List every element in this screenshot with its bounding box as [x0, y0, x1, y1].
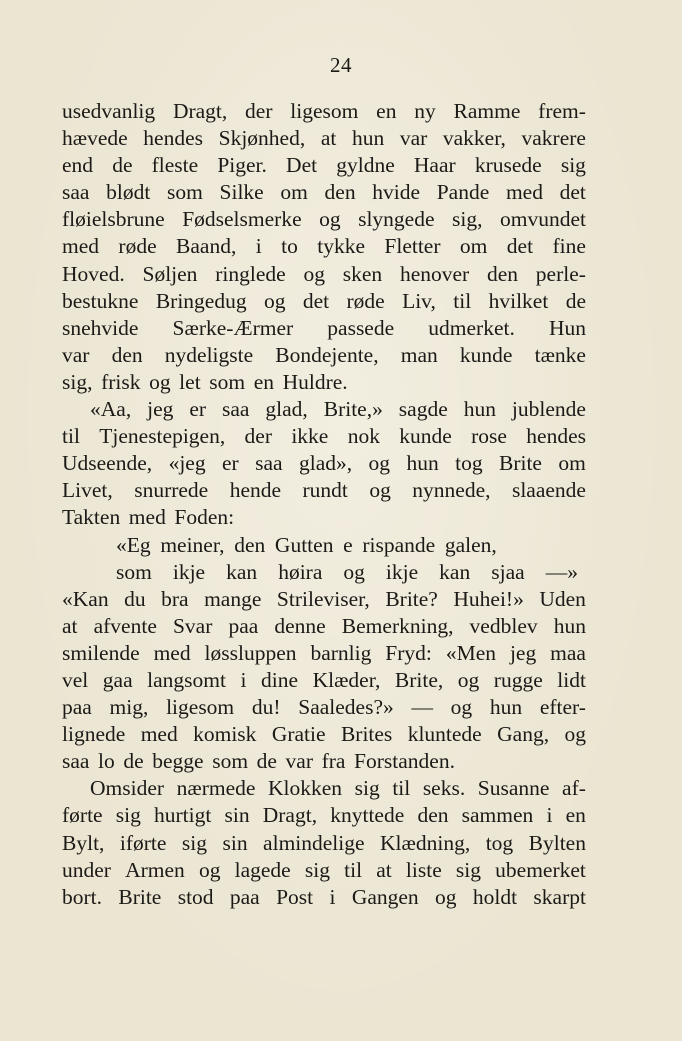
text-line: lignede med komisk Gratie Brites kluntede Gang, og	[62, 722, 586, 747]
text-line: sig, frisk og let som en Huldre.	[62, 369, 348, 394]
text-line: som ikje kan høira og ikje kan sjaa —»	[116, 559, 578, 584]
text-line: saa blødt som Silke om den hvide Pande med det	[62, 180, 586, 205]
page-number: 24	[330, 53, 352, 77]
text-line: at afvente Svar paa denne Bemerkning, vedblev hun	[62, 613, 586, 638]
text-line: «Eg meiner, den Gutten e rispande galen,	[116, 532, 497, 557]
text-line: Udseende, «jeg er saa glad», og hun tog Brite om	[62, 451, 586, 476]
text-line: til Tjenestepigen, der ikke nok kunde rose hendes	[62, 424, 586, 449]
text-line: saa lo de begge som de var fra Forstanden.	[62, 749, 455, 774]
text-line: «Kan du bra mange Strileviser, Brite? Huhei!» Uden	[62, 586, 586, 611]
text-line: førte sig hurtigt sin Dragt, knyttede den sammen i en	[62, 803, 586, 828]
text-line: paa mig, ligesom du! Saaledes?» — og hun efter-	[62, 695, 586, 720]
text-line: snehvide Særke-Ærmer passede udmerket. Hun	[62, 315, 586, 340]
text-line: smilende med løssluppen barnlig Fryd: «Men jeg maa	[62, 640, 586, 665]
text-line: Bylt, iførte sig sin almindelige Klædning, tog Bylten	[62, 830, 586, 855]
text-line: «Aa, jeg er saa glad, Brite,» sagde hun jublende	[90, 397, 586, 422]
text-line: Livet, snurrede hende rundt og nynnede, slaaende	[62, 478, 586, 503]
text-line: under Armen og lagede sig til at liste sig ubemerket	[62, 857, 586, 882]
text-line: bestukne Bringedug og det røde Liv, til hvilket de	[62, 288, 586, 313]
text-line: vel gaa langsomt i dine Klæder, Brite, og rugge lidt	[62, 667, 586, 692]
text-line: bort. Brite stod paa Post i Gangen og holdt skarpt	[62, 884, 586, 909]
text-line: var den nydeligste Bondejente, man kunde tænke	[62, 342, 586, 367]
text-line: Omsider nærmede Klokken sig til seks. Susanne af-	[90, 776, 586, 801]
text-line: fløielsbrune Fødselsmerke og slyngede sig, omvundet	[62, 207, 586, 232]
text-line: med røde Baand, i to tykke Fletter om det fine	[62, 234, 586, 259]
body-text	[62, 98, 586, 911]
text-line: end de fleste Piger. Det gyldne Haar krusede sig	[62, 153, 586, 178]
text-line: hævede hendes Skjønhed, at hun var vakker, vakrere	[62, 126, 586, 151]
text-line: Takten med Foden:	[62, 505, 235, 530]
text-line: Hoved. Søljen ringlede og sken henover den perle-	[62, 261, 586, 286]
text-line: usedvanlig Dragt, der ligesom en ny Ramme frem-	[62, 99, 586, 123]
